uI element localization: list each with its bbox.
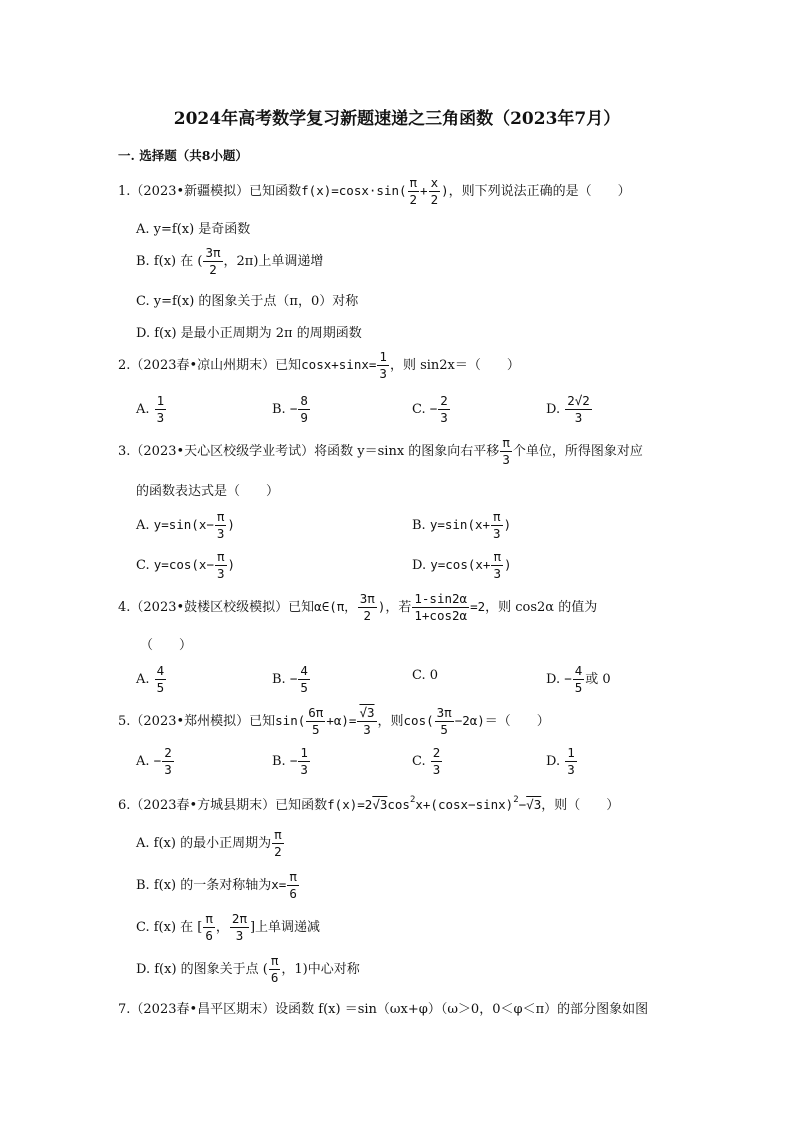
question-2-option-d: D. $\frac{2√2}{3}$ [546,393,590,425]
question-1-option-c: C. y=f(x) 的图象关于点（π，0）对称 [136,294,359,309]
question-1-stem: 1.（2023•新疆模拟）已知函数f(x)=cosx·sin( $\frac{\pi}{2}$ + $\frac{x}{2}$ )，则下列说法正确的是（ ） [118,175,631,207]
question-2-option-a: A. $\frac{1}{3}$ [136,393,165,425]
question-6-option-c: C. f(x) 在 [ $\frac{\pi}{6}$ ， $\frac{2\pi}{3}$ ]上单调递减 [136,911,321,943]
question-3-stem-cont: 的函数表达式是（ ） [136,484,280,499]
question-1-option-a: A. y=f(x) 是奇函数 [136,222,251,237]
question-4-stem: 4.（2023•鼓楼区校级模拟）已知α∈(π， $\frac{3\pi}{2}$ )，若 $\frac{1-\sin 2\alpha}{1+\cos 2\alpha}$ =2，则 cos2α 的值为 [118,591,598,623]
question-5-option-a: A. − $\frac{2}{3}$ [136,745,172,777]
question-4-option-a: A. $\frac{4}{5}$ [136,663,165,695]
question-5-stem: 5.（2023•郑州模拟）已知sin( $\frac{6\pi}{5}$ +α)= $\frac{√3}{3}$ ，则cos( $\frac{3\pi}{5}$ −2α)＝（ ） [118,705,550,737]
question-7-stem: 7.（2023春•昌平区期末）设函数 f(x) ＝sin（ωx+φ）（ω＞0，0＜φ＜π）的部分图象如图 [118,1002,649,1017]
question-2-option-b: B. − $\frac{8}{9}$ [272,393,308,425]
question-6-stem: 6.（2023春•方城县期末）已知函数$f(x)=2√3\cos^2x+(\cos x-\sin x)^2-√3$，则（ ） [118,795,620,813]
question-3-option-d: D. y=cos(x+ $\frac{\pi}{3}$ ) [412,549,512,581]
page-title: 2024年高考数学复习新题速递之三角函数（2023年7月） [173,109,621,129]
question-1-option-b: B. f(x) 在 ( $\frac{3\pi}{2}$ ，2π)上单调递增 [136,245,324,277]
section-heading: 一. 选择题（共8小题） [118,148,248,163]
question-5-option-d: D. $\frac{1}{3}$ [546,745,575,777]
question-6-option-a: A. f(x) 的最小正周期为 $\frac{\pi}{2}$ [136,827,282,859]
question-4-option-d: D. − $\frac{4}{5}$ 或 0 [546,663,611,695]
question-4-option-c: C. 0 [412,668,439,683]
question-5-option-c: C. $\frac{2}{3}$ [412,745,441,777]
question-6-option-d: D. f(x) 的图象关于点 ( $\frac{\pi}{6}$ ，1)中心对称 [136,953,360,985]
question-3-option-c: C. y=cos(x− $\frac{\pi}{3}$ ) [136,549,236,581]
question-4-option-b: B. − $\frac{4}{5}$ [272,663,308,695]
question-5-option-b: B. − $\frac{1}{3}$ [272,745,308,777]
question-2-stem: 2.（2023春•凉山州期末）已知cosx+sinx= $\frac{1}{3}$ ，则 sin2x＝（ ） [118,349,520,381]
question-3-option-a: A. y=sin(x− $\frac{\pi}{3}$ ) [136,509,235,541]
question-4-stem-cont: （ ） [140,638,193,653]
question-6-option-b: B. f(x) 的一条对称轴为x= $\frac{\pi}{6}$ [136,869,297,901]
question-3-option-b: B. y=sin(x+ $\frac{\pi}{3}$ ) [412,509,512,541]
question-3-stem: 3.（2023•天心区校级学业考试）将函数 y＝sinx 的图象向右平移 $\frac{\pi}{3}$ 个单位，所得图象对应 [118,435,643,467]
question-1-option-d: D. f(x) 是最小正周期为 2π 的周期函数 [136,326,362,341]
question-2-option-c: C. − $\frac{2}{3}$ [412,393,448,425]
